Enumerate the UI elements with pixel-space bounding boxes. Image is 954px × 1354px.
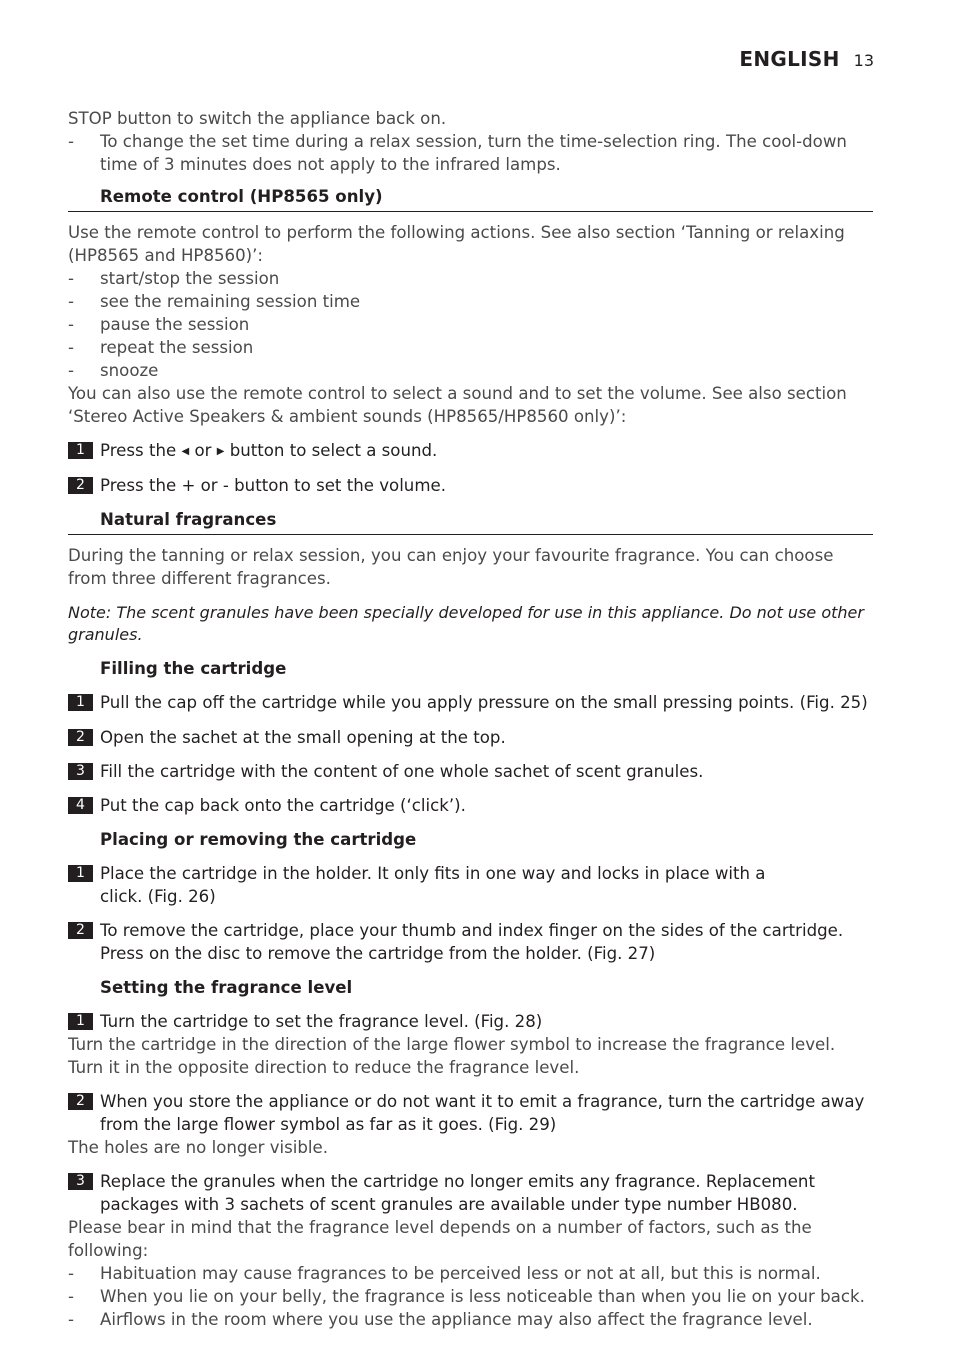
- list-item: - Airflows in the room where you use the appliance may also affect the fragrance level.: [68, 1310, 813, 1329]
- subheading-level: Setting the fragrance level: [100, 978, 353, 997]
- subheading-filling: Filling the cartridge: [100, 659, 287, 678]
- list-item: - see the remaining session time: [68, 292, 361, 311]
- step-item: 3 Replace the granules when the cartridge no longer emits any fragrance. Replacement packages with 3 sachets of scent granules are available under type number HB080.: [68, 1170, 873, 1216]
- step-number: 2: [68, 922, 93, 939]
- step-number: 2: [68, 1093, 93, 1110]
- step-item: 2 When you store the appliance or do not want it to emit a fragrance, turn the cartridge away from the large flower symbol as far as it goes. (Fig. 29): [68, 1090, 873, 1136]
- page-content: [68, 107, 873, 1331]
- list-item: - repeat the session: [68, 338, 254, 357]
- step-number: 3: [68, 1173, 93, 1190]
- factors-intro: Please bear in mind that the fragrance level depends on a number of factors, such as the following:: [68, 1218, 812, 1260]
- list-item: - Habituation may cause fragrances to be perceived less or not at all, but this is normal.: [68, 1264, 821, 1283]
- note: Note: The scent granules have been specially developed for use in this appliance. Do not use other granules.: [68, 603, 864, 644]
- step-number: 1: [68, 865, 93, 882]
- intro-bullet: - To change the set time during a relax session, turn the time-selection ring. The cool-down time of 3 minutes does not apply to the infrared lamps.: [68, 132, 847, 174]
- step-set-volume: 2 Press the + or - button to set the volume.: [68, 474, 873, 497]
- section-heading-fragrances: Natural fragrances: [68, 508, 873, 535]
- list-item: - When you lie on your belly, the fragrance is less noticeable than when you lie on your back.: [68, 1287, 865, 1306]
- step-item: 4 Put the cap back onto the cartridge (‘click’).: [68, 794, 873, 817]
- step-item: 2 Open the sachet at the small opening at the top.: [68, 726, 873, 749]
- triangle-right-icon: ▶: [216, 446, 225, 457]
- step-info: Turn the cartridge in the direction of the large flower symbol to increase the fragrance level. Turn it in the opposite direction to reduce the fragrance level.: [68, 1035, 836, 1077]
- step-select-sound: 1 Press the ◀ or ▶ button to select a sound.: [68, 439, 873, 463]
- remote-para2: You can also use the remote control to select a sound and to set the volume. See also section ‘Stereo Active Speakers & ambient sounds (HP8565/HP8560 only)’:: [68, 384, 847, 426]
- list-item: - pause the session: [68, 315, 250, 334]
- step-number: 2: [68, 477, 93, 494]
- fragrances-para: During the tanning or relax session, you can enjoy your favourite fragrance. You can choose from three different fragrances.: [68, 546, 834, 588]
- step-number: 4: [68, 797, 93, 814]
- step-item: 3 Fill the cartridge with the content of one whole sachet of scent granules.: [68, 760, 873, 783]
- triangle-left-icon: ◀: [181, 446, 190, 457]
- section-heading-remote: Remote control (HP8565 only): [68, 185, 873, 212]
- step-item: 1 Turn the cartridge to set the fragrance level. (Fig. 28): [68, 1010, 873, 1033]
- step-number: 1: [68, 1013, 93, 1030]
- step-number: 3: [68, 763, 93, 780]
- list-item: - start/stop the session: [68, 269, 280, 288]
- step-item: 1 Pull the cap off the cartridge while you apply pressure on the small pressing points. (Fig. 25): [68, 691, 873, 714]
- page-number: 13: [853, 51, 874, 70]
- list-item: - snooze: [68, 361, 159, 380]
- remote-para1: Use the remote control to perform the following actions. See also section ‘Tanning or relaxing (HP8565 and HP8560)’:: [68, 223, 845, 265]
- step-number: 1: [68, 442, 93, 459]
- step-number: 1: [68, 694, 93, 711]
- subheading-placing: Placing or removing the cartridge: [100, 830, 417, 849]
- step-item: 2 To remove the cartridge, place your thumb and index finger on the sides of the cartridge. Press on the disc to remove the cartridge from the holder. (Fig. 27): [68, 919, 873, 965]
- step-info: The holes are no longer visible.: [68, 1138, 329, 1157]
- language-label: ENGLISH: [739, 47, 840, 71]
- intro-line: STOP button to switch the appliance back on.: [68, 109, 447, 128]
- page-header: [739, 47, 874, 71]
- step-number: 2: [68, 729, 93, 746]
- step-item: 1 Place the cartridge in the holder. It only fits in one way and locks in place with a click. (Fig. 26): [68, 862, 873, 908]
